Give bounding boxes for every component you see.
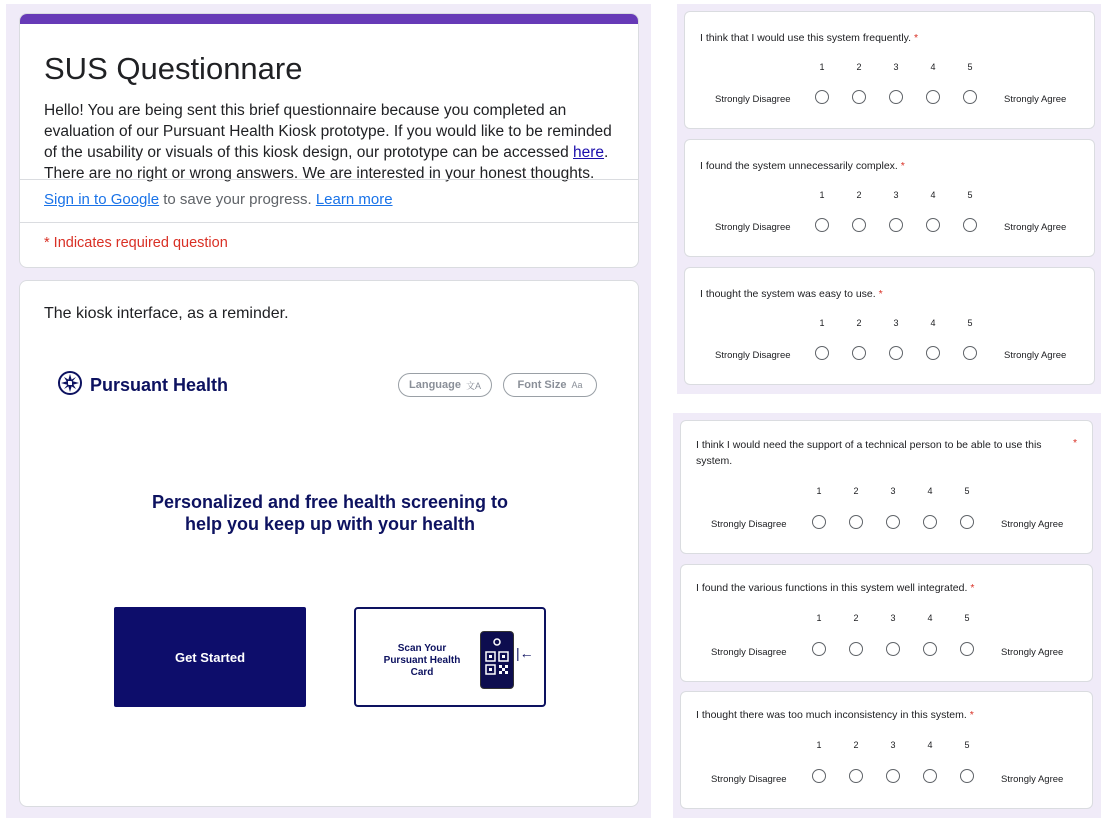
radio-option-4[interactable] (923, 769, 937, 783)
kiosk-scan-text (372, 643, 472, 679)
scale-number-3: 3 (893, 62, 899, 72)
scale-number-5: 5 (964, 740, 970, 750)
radio-option-2[interactable] (852, 346, 866, 360)
radio-option-3[interactable] (886, 642, 900, 656)
scale-number-5: 5 (964, 613, 970, 623)
radio-option-2[interactable] (849, 642, 863, 656)
scan-text-line3: Card (410, 667, 434, 678)
scale-number-4: 4 (930, 318, 936, 328)
scale-number-2: 2 (856, 318, 862, 328)
radio-option-5[interactable] (960, 769, 974, 783)
description-text-2: . There are no right or wrong answers. We are interested in your honest thoughts. (44, 144, 609, 182)
form-header-card (19, 13, 639, 268)
radio-option-1[interactable] (815, 218, 829, 232)
radio-option-3[interactable] (889, 218, 903, 232)
radio-option-3[interactable] (889, 90, 903, 104)
radio-option-4[interactable] (926, 218, 940, 232)
radio-option-1[interactable] (815, 90, 829, 104)
radio-option-2[interactable] (849, 769, 863, 783)
kiosk-language-label: Language (409, 379, 461, 391)
scale-low-label: Strongly Disagree (711, 519, 787, 530)
scale-number-5: 5 (967, 190, 973, 200)
scan-text-line2: Pursuant Health (383, 655, 461, 666)
radio-option-1[interactable] (815, 346, 829, 360)
question-title (700, 158, 905, 174)
phone-qr-icon (480, 631, 514, 689)
kiosk-language-button (398, 373, 492, 397)
kiosk-screenshot (44, 351, 616, 796)
kiosk-brand (58, 371, 228, 400)
radio-option-2[interactable] (852, 90, 866, 104)
radio-option-4[interactable] (926, 90, 940, 104)
kiosk-font-size-label: Font Size (517, 379, 567, 391)
prototype-link[interactable]: here (573, 144, 605, 161)
question-card-6 (680, 691, 1093, 809)
radio-option-4[interactable] (926, 346, 940, 360)
required-note: * Indicates required question (20, 222, 638, 263)
scale-high-label: Strongly Agree (1001, 519, 1064, 530)
form-title: SUS Questionnare (44, 51, 303, 86)
scale-number-1: 1 (816, 486, 822, 496)
radio-option-2[interactable] (849, 515, 863, 529)
question-card-2 (684, 139, 1095, 257)
question-card-4 (680, 420, 1093, 554)
question-text: I think that I would use this system frequently. (700, 32, 912, 44)
question-card-3 (684, 267, 1095, 385)
radio-option-5[interactable] (963, 218, 977, 232)
question-text: I found the various functions in this system well integrated. (696, 582, 968, 594)
image-caption: The kiosk interface, as a reminder. (44, 305, 289, 322)
scale-number-2: 2 (853, 486, 859, 496)
scale-number-1: 1 (819, 62, 825, 72)
scale-number-1: 1 (819, 318, 825, 328)
question-title (700, 30, 918, 46)
radio-option-3[interactable] (886, 515, 900, 529)
kiosk-image-card (19, 280, 639, 807)
scale-number-4: 4 (930, 62, 936, 72)
scale-number-3: 3 (890, 740, 896, 750)
arrow-left-icon: |← (516, 645, 534, 661)
scale-high-label: Strongly Agree (1001, 774, 1064, 785)
required-asterisk: * (914, 32, 919, 44)
scale-high-label: Strongly Agree (1001, 647, 1064, 658)
form-description (44, 100, 614, 184)
required-asterisk: * (878, 288, 883, 300)
kiosk-get-started-button: Get Started (114, 607, 306, 707)
question-title (696, 437, 1056, 469)
translate-icon: 文A (465, 380, 481, 391)
scale-low-label: Strongly Disagree (711, 647, 787, 658)
radio-option-5[interactable] (963, 90, 977, 104)
kiosk-scan-card-button (354, 607, 546, 707)
scale-high-label: Strongly Agree (1004, 350, 1067, 361)
scale-number-3: 3 (890, 486, 896, 496)
scale-number-4: 4 (927, 486, 933, 496)
radio-option-5[interactable] (963, 346, 977, 360)
radio-option-4[interactable] (923, 642, 937, 656)
question-text: I found the system unnecessarily complex. (700, 160, 898, 172)
scale-number-1: 1 (816, 613, 822, 623)
required-asterisk: * (1073, 437, 1078, 449)
scale-number-2: 2 (856, 190, 862, 200)
question-card-5 (680, 564, 1093, 682)
question-text-line2: system. (696, 455, 733, 467)
radio-option-4[interactable] (923, 515, 937, 529)
kiosk-font-size-button (503, 373, 597, 397)
question-text-line1: I think I would need the support of a technical person to be able to use this (696, 439, 1042, 451)
header-accent-bar (20, 14, 638, 24)
required-asterisk: * (970, 582, 975, 594)
signin-text: to save your progress. (159, 191, 316, 208)
kiosk-brand-name: Pursuant Health (90, 375, 229, 395)
scale-number-2: 2 (856, 62, 862, 72)
scale-number-5: 5 (964, 486, 970, 496)
scale-low-label: Strongly Disagree (715, 350, 791, 361)
scale-high-label: Strongly Agree (1004, 222, 1067, 233)
radio-option-5[interactable] (960, 642, 974, 656)
scale-number-3: 3 (890, 613, 896, 623)
scale-low-label: Strongly Disagree (715, 94, 791, 105)
question-text: I thought there was too much inconsistency in this system. (696, 709, 967, 721)
pursuant-logo-icon (58, 371, 82, 400)
question-text: I thought the system was easy to use. (700, 288, 876, 300)
scale-number-4: 4 (927, 740, 933, 750)
learn-more-link[interactable]: Learn more (315, 191, 393, 208)
scale-low-label: Strongly Disagree (715, 222, 791, 233)
scale-number-2: 2 (853, 740, 859, 750)
kiosk-headline (44, 491, 616, 535)
scale-number-1: 1 (819, 190, 825, 200)
required-asterisk: * (969, 709, 974, 721)
scan-text-line1: Scan Your (397, 643, 447, 654)
signin-row (20, 179, 638, 223)
description-text-1: Hello! You are being sent this brief questionnaire because you completed an evaluation of our Pursuant Health Kiosk prototype. If you would like to be reminded of the usability or visuals of this kiosk design, our prototype can be accessed (44, 102, 612, 161)
kiosk-headline-line2: help you keep up with your health (184, 514, 476, 534)
scale-number-5: 5 (967, 62, 973, 72)
scale-number-1: 1 (816, 740, 822, 750)
radio-option-1[interactable] (812, 515, 826, 529)
radio-option-3[interactable] (886, 769, 900, 783)
radio-option-1[interactable] (812, 769, 826, 783)
scale-number-2: 2 (853, 613, 859, 623)
radio-option-2[interactable] (852, 218, 866, 232)
question-card-1 (684, 11, 1095, 129)
scale-number-4: 4 (927, 613, 933, 623)
font-size-icon: Aa (571, 380, 583, 390)
radio-option-3[interactable] (889, 346, 903, 360)
scale-high-label: Strongly Agree (1004, 94, 1067, 105)
required-asterisk: * (900, 160, 905, 172)
scale-number-5: 5 (967, 318, 973, 328)
sign-in-link[interactable]: Sign in to Google (44, 191, 160, 208)
radio-option-1[interactable] (812, 642, 826, 656)
scale-number-3: 3 (893, 190, 899, 200)
question-title (700, 286, 883, 302)
radio-option-5[interactable] (960, 515, 974, 529)
question-title (696, 580, 974, 596)
question-title (696, 707, 974, 723)
scale-number-4: 4 (930, 190, 936, 200)
kiosk-headline-line1: Personalized and free health screening to (151, 492, 509, 512)
scale-low-label: Strongly Disagree (711, 774, 787, 785)
scale-number-3: 3 (893, 318, 899, 328)
